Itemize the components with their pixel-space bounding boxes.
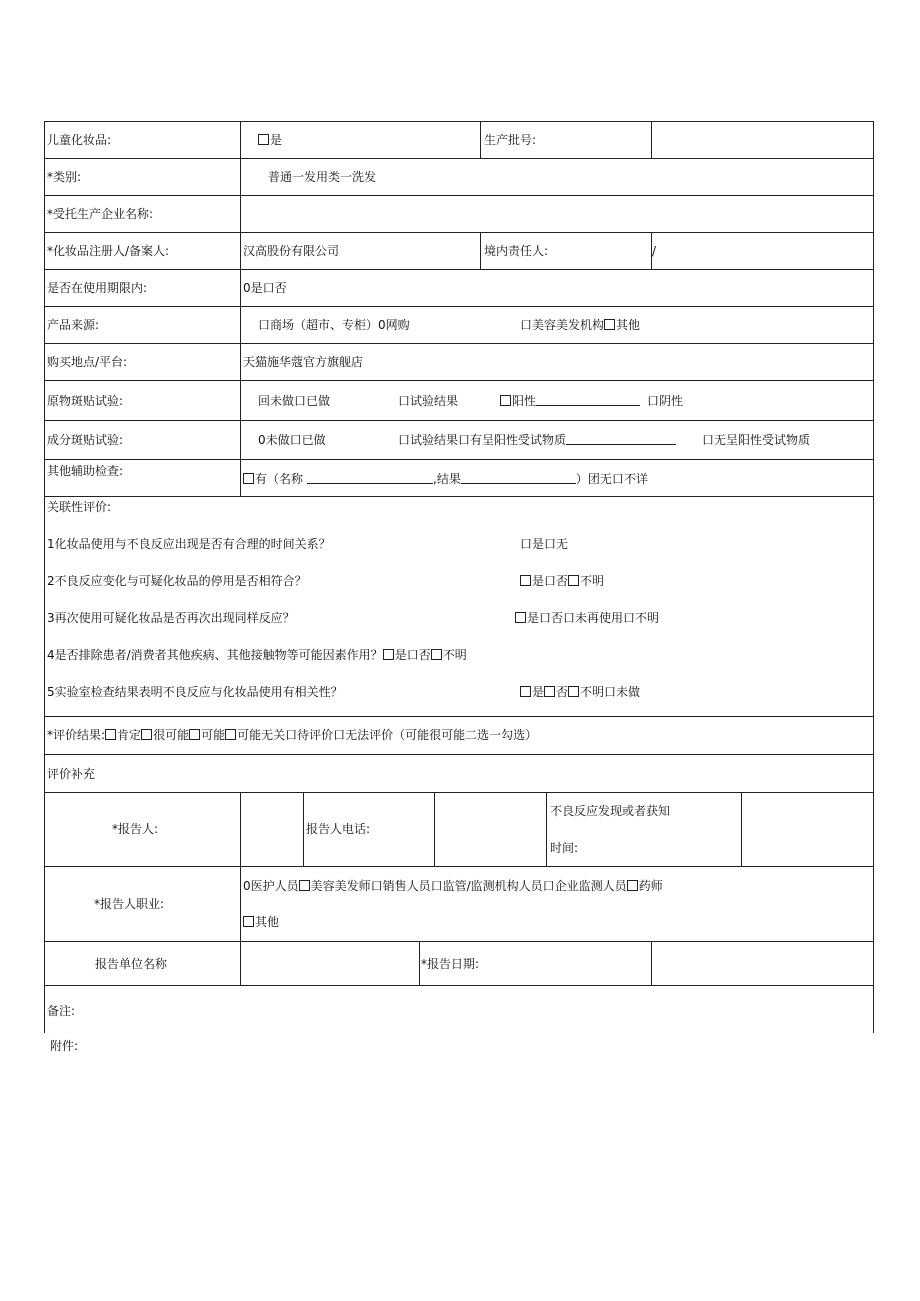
checkbox-icon[interactable] xyxy=(189,729,200,740)
checkbox-icon[interactable] xyxy=(520,686,531,697)
checkbox-icon[interactable] xyxy=(544,686,555,697)
batch-no-label: 生产批号: xyxy=(484,133,537,147)
checkbox-icon[interactable] xyxy=(568,686,579,697)
row-divider xyxy=(44,792,874,793)
blank-line[interactable] xyxy=(566,433,676,445)
ingredient-patch-label: 成分斑贴试验: xyxy=(47,433,124,447)
checkbox-icon[interactable] xyxy=(299,880,310,891)
ingredient-patch-negative[interactable]: 口无呈阳性受试物质 xyxy=(702,433,811,447)
relevance-answer-5[interactable]: 是 否 不明口未做 xyxy=(520,685,640,699)
checkbox-icon[interactable] xyxy=(243,473,254,484)
child-cosmetic-option[interactable]: 是 xyxy=(258,133,282,147)
report-date-label: *报告日期: xyxy=(421,957,480,971)
row-divider xyxy=(44,232,874,233)
category-value: 普通一发用类一洗发 xyxy=(268,170,377,184)
other-test-options[interactable]: 有（名称 ,结果 ）团无口不详 xyxy=(243,472,648,486)
checkbox-icon[interactable] xyxy=(500,395,511,406)
raw-patch-label: 原物斑贴试验: xyxy=(47,394,124,408)
category-label: *类别: xyxy=(47,170,82,184)
relevance-question-4: 4是否排除患者/消费者其他疾病、其他接触物等可能因素作用？ 是口否 不明 xyxy=(47,648,467,662)
raw-patch-negative[interactable]: 口阴性 xyxy=(647,394,684,408)
relevance-question-2: 2不良反应变化与可疑化妆品的停用是否相符合？ xyxy=(47,574,307,588)
checkbox-icon[interactable] xyxy=(604,319,615,330)
col-divider xyxy=(651,941,652,985)
discovery-time-label-2: 时间: xyxy=(550,841,579,855)
row-divider xyxy=(44,496,874,497)
checkbox-icon[interactable] xyxy=(627,880,638,891)
col-divider xyxy=(546,792,547,866)
source-label: 产品来源: xyxy=(47,318,100,332)
reporter-phone-label: 报告人电话: xyxy=(306,822,371,836)
col-divider xyxy=(741,792,742,866)
source-option-mall-online[interactable]: 口商场（超市、专柜）0网购 xyxy=(258,318,410,332)
relevance-answer-3[interactable]: 是口否口未再使用口不明 xyxy=(515,611,659,625)
col-divider xyxy=(480,232,481,269)
ingredient-patch-positive[interactable]: 口试验结果口有呈阳性受试物质 xyxy=(398,433,676,447)
child-cosmetic-label: 儿童化妆品: xyxy=(47,133,112,147)
col-divider xyxy=(419,941,420,985)
checkbox-icon[interactable] xyxy=(520,575,531,586)
raw-patch-done[interactable]: 回未做口已做 xyxy=(258,394,331,408)
relevance-answer-1[interactable]: 口是口无 xyxy=(520,537,569,551)
checkbox-icon[interactable] xyxy=(105,729,116,740)
row-divider xyxy=(44,866,874,867)
row-divider xyxy=(44,269,874,270)
raw-patch-result[interactable]: 口试验结果 xyxy=(398,394,459,408)
col-divider xyxy=(434,792,435,866)
checkbox-icon[interactable] xyxy=(225,729,236,740)
row-divider xyxy=(44,158,874,159)
ingredient-patch-done[interactable]: 0未做口已做 xyxy=(258,433,326,447)
occupation-other[interactable]: 其他 xyxy=(243,915,279,929)
checkbox-icon[interactable] xyxy=(383,649,394,660)
row-divider xyxy=(44,195,874,196)
row-divider xyxy=(44,716,874,717)
registrant-value: 汉高股份有限公司 xyxy=(243,244,340,258)
checkbox-icon[interactable] xyxy=(431,649,442,660)
evaluation-result[interactable]: *评价结果: 肯定 很可能 可能 可能无关口待评价口无法评价（可能很可能二选一勾选） xyxy=(47,728,538,742)
responsible-label: 境内责任人: xyxy=(484,244,549,258)
evaluation-supplement-label: 评价补充 xyxy=(47,767,96,781)
col-divider xyxy=(303,792,304,866)
blank-line[interactable] xyxy=(307,472,433,484)
col-divider xyxy=(240,121,241,496)
attachment-label: 附件: xyxy=(50,1039,79,1053)
responsible-value: / xyxy=(652,244,657,258)
relevance-answer-2[interactable]: 是口否 不明 xyxy=(520,574,604,588)
row-divider xyxy=(44,754,874,755)
checkbox-icon[interactable] xyxy=(568,575,579,586)
reporter-label: *报告人: xyxy=(112,822,159,836)
row-divider xyxy=(44,380,874,381)
row-divider xyxy=(44,941,874,942)
occupation-options[interactable]: 0医护人员 美容美发师口销售人员口监管/监测机构人员口企业监测人员 药师 xyxy=(243,879,663,893)
relevance-question-3: 3再次使用可疑化妆品是否再次出现同样反应？ xyxy=(47,611,295,625)
raw-patch-positive[interactable]: 阳性 xyxy=(500,394,640,408)
expiry-label: 是否在使用期限内: xyxy=(47,281,148,295)
purchase-label: 购买地点/平台: xyxy=(47,355,128,369)
row-divider xyxy=(44,459,874,460)
remarks-label: 备注: xyxy=(47,1004,76,1018)
row-divider xyxy=(44,343,874,344)
checkbox-icon[interactable] xyxy=(515,612,526,623)
source-option-salon[interactable]: 口美容美发机构 其他 xyxy=(520,318,641,332)
relevance-label: 关联性评价: xyxy=(47,500,112,514)
row-divider xyxy=(44,985,874,986)
discovery-time-label: 不良反应发现或者获知 xyxy=(550,804,671,818)
row-divider xyxy=(44,306,874,307)
occupation-label: *报告人职业: xyxy=(94,897,165,911)
col-divider xyxy=(240,792,241,985)
relevance-question-1: 1化妆品使用与不良反应出现是否有合理的时间关系？ xyxy=(47,537,331,551)
col-divider xyxy=(480,121,481,158)
col-divider xyxy=(651,121,652,158)
blank-line[interactable] xyxy=(461,472,576,484)
other-test-label: 其他辅助检查: xyxy=(47,464,124,478)
expiry-options[interactable]: 0是口否 xyxy=(243,281,287,295)
row-divider xyxy=(44,420,874,421)
relevance-question-5: 5实验室检查结果表明不良反应与化妆品使用有相关性？ xyxy=(47,685,343,699)
report-unit-label: 报告单位名称 xyxy=(95,957,168,971)
checkbox-icon[interactable] xyxy=(141,729,152,740)
purchase-value: 天猫施华蔻官方旗舰店 xyxy=(243,355,364,369)
blank-line[interactable] xyxy=(536,394,640,406)
registrant-label: *化妆品注册人/备案人: xyxy=(47,244,170,258)
entrusted-label: *受托生产企业名称: xyxy=(47,207,154,221)
checkbox-icon[interactable] xyxy=(258,134,269,145)
checkbox-icon[interactable] xyxy=(243,916,254,927)
